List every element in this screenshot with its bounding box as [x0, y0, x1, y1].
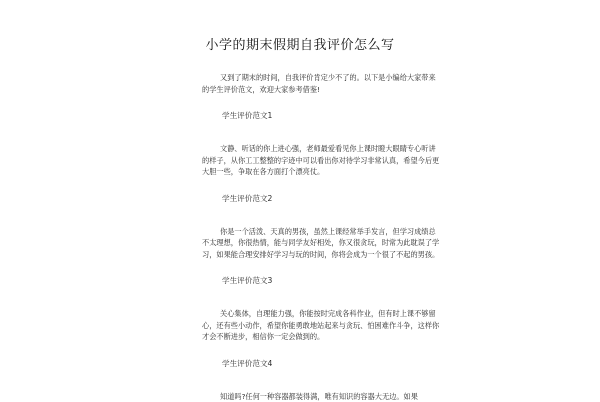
section-heading-1: 学生评价范文1: [202, 110, 440, 121]
document-title: 小学的期末假期自我评价怎么写: [0, 34, 600, 53]
section-body-4: 知道吗?任何一种容器都装得满，唯有知识的容器大无边。如果: [202, 391, 440, 402]
section-body-2: 你是一个活泼、天真的男孩，虽然上课经常举手发言，但学习成绩总不太理想，你很热情，能与同学友好相处，你又很贪玩，时常为此耽误了学习，如果能合理安排好学习与玩的时间，你将会成为一个很了不起的男孩。: [202, 226, 440, 261]
section-heading-2: 学生评价范文2: [202, 193, 440, 204]
section-body-3: 关心集体，自理能力强，你能按时完成各科作业，但有时上课不够留心，还有些小动作，希望你能勇敢地站起来与贪玩、怕困难作斗争，这样你才会不断进步，相信你一定会做到的。: [202, 308, 440, 343]
section-body-1: 文静、听话的你上进心强，老师最爱看见你上课时瞪大眼睛专心听讲的样子，从你工工整整的字迹中可以看出你对待学习非常认真，希望今后更大胆一些，争取在各方面打个漂亮仗。: [202, 143, 440, 178]
section-heading-4: 学生评价范文4: [202, 358, 440, 369]
section-heading-3: 学生评价范文3: [202, 275, 440, 286]
document-body: [202, 72, 440, 402]
intro-paragraph: 又到了期末的时间，自我评价肯定少不了的。以下是小编给大家带来的学生评价范文，欢迎大家参考借鉴!: [202, 72, 440, 95]
